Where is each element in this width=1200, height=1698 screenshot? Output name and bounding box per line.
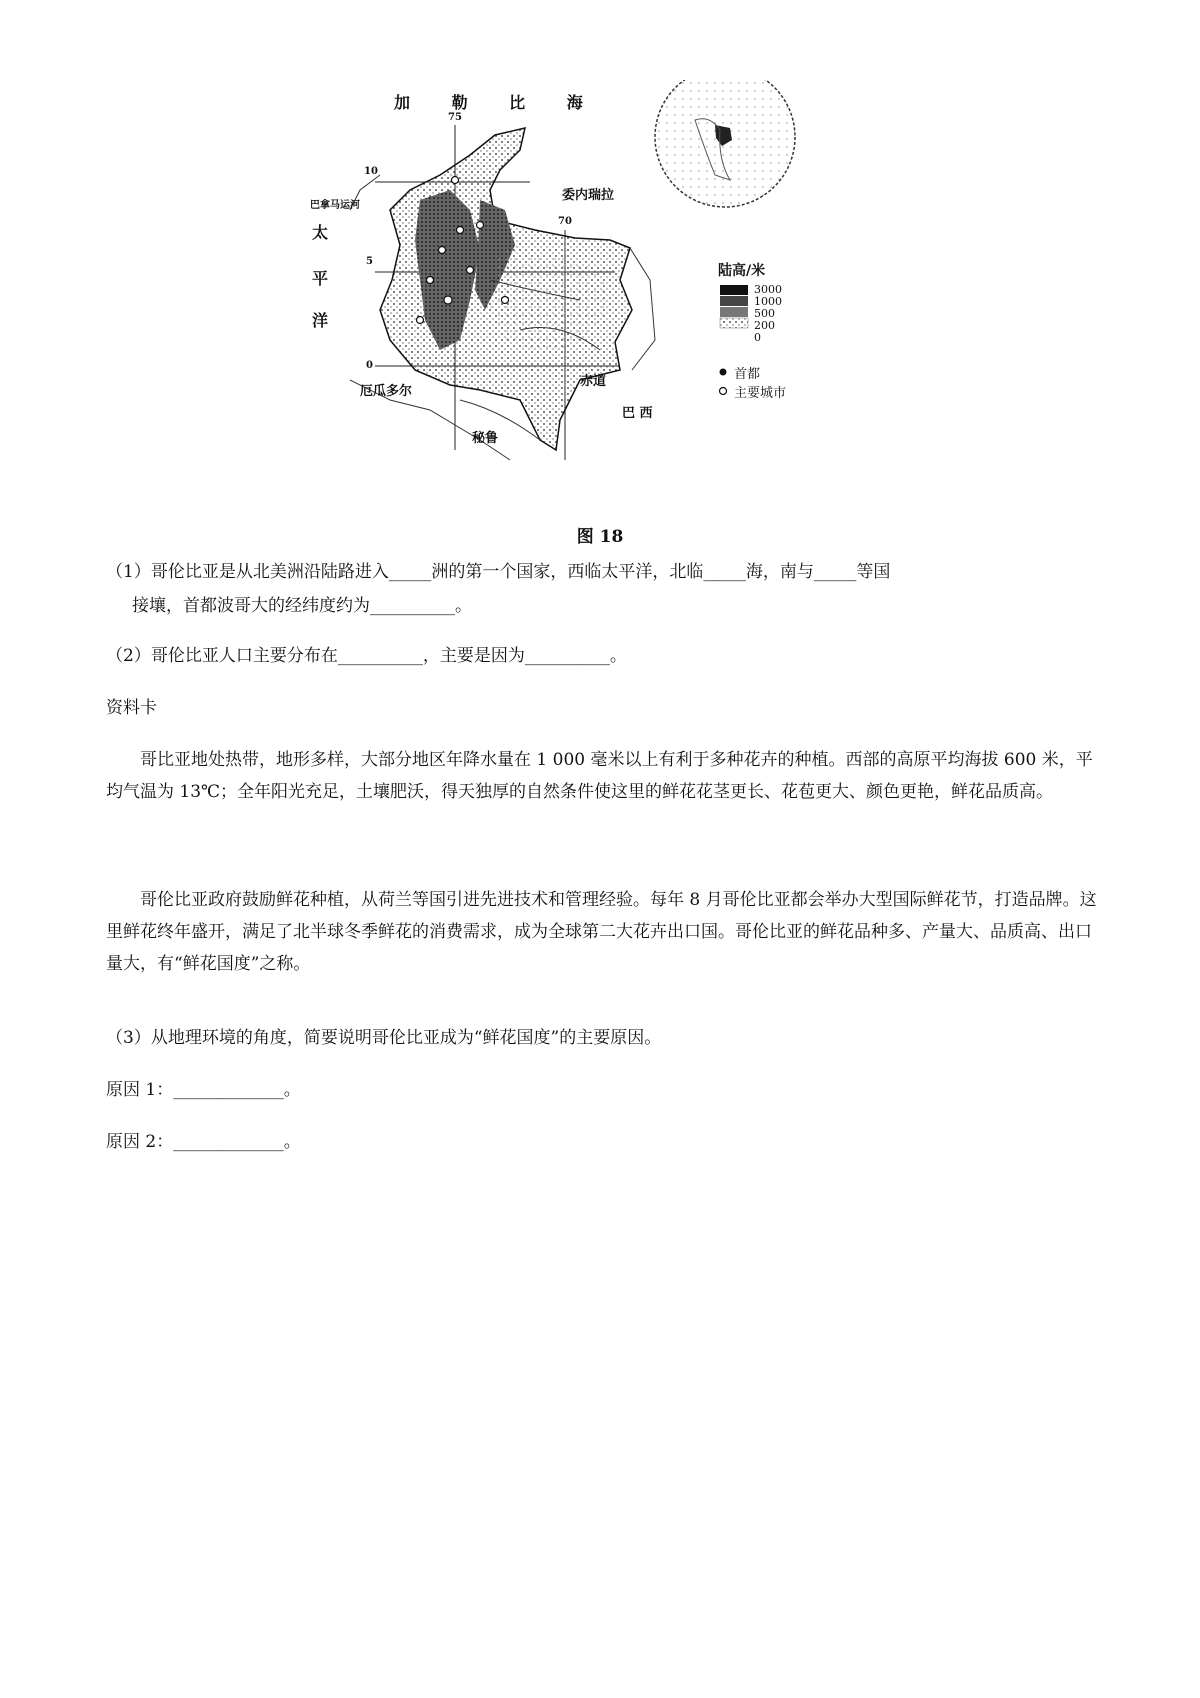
info-paragraph-1: 哥比亚地处热带，地形多样，大部分地区年降水量在 1 000 毫米以上有利于多种花卉的种植。西部的高原平均海拔 600 米，平均气温为 13℃；全年阳光充足，土壤肥沃，得天独厚的自然条件使这里的鲜花花茎更长、花苞更大、颜色更艳，鲜花品质高。	[106, 750, 1093, 802]
question-2: （2）哥伦比亚人口主要分布在__________，主要是因为__________。	[106, 646, 627, 666]
legend-value-3000: 3000	[754, 283, 782, 296]
globe-inset	[655, 80, 795, 207]
brazil-label: 巴 西	[622, 406, 653, 421]
reason-1-line: 原因 1：_____________。	[106, 1080, 301, 1100]
legend-value-200: 200	[754, 319, 775, 332]
lon-70-label: 70	[558, 216, 572, 227]
info-card-title: 资料卡	[106, 698, 157, 718]
question-1-line-2: 接壤，首都波哥大的经纬度约为__________。	[132, 596, 472, 616]
question-3: （3）从地理环境的角度，简要说明哥伦比亚成为“鲜花国度”的主要原因。	[106, 1028, 662, 1048]
legend-swatch-500	[720, 307, 748, 317]
legend-city-symbol	[720, 388, 727, 395]
figure-caption: 图 18	[576, 527, 624, 547]
legend-value-0: 0	[754, 331, 761, 344]
legend-capital-label: 首都	[734, 367, 761, 382]
capital-marker	[444, 296, 452, 304]
venezuela-label: 委内瑞拉	[562, 188, 615, 203]
legend-city-label: 主要城市	[734, 386, 787, 401]
legend-capital-symbol	[720, 369, 727, 376]
colombia-map	[320, 80, 880, 520]
info-paragraph-2: 哥伦比亚政府鼓励鲜花种植，从荷兰等国引进先进技术和管理经验。每年 8 月哥伦比亚都会举办大型国际鲜花节，打造品牌。这里鲜花终年盛开，满足了北半球冬季鲜花的消费需求，成为全球第二大花卉出口国。哥伦比亚的鲜花品种多、产量大、品质高、出口量大，有“鲜花国度”之称。	[106, 890, 1097, 974]
panama-canal-label: 巴拿马运河	[310, 200, 360, 211]
lat-10-label: 10	[364, 166, 378, 177]
colombia-shape	[380, 128, 632, 450]
equator-label: 赤道	[580, 374, 607, 389]
ecuador-label: 厄瓜多尔	[360, 384, 413, 399]
reason-2-line: 原因 2：_____________。	[106, 1132, 301, 1152]
pacific-label-1: 太	[312, 223, 329, 242]
legend-title: 陆高/米	[718, 263, 766, 279]
lon-75-label: 75	[448, 112, 462, 123]
legend-swatch-3000	[720, 285, 748, 295]
peru-label: 秘鲁	[472, 431, 499, 446]
question-1-line-1: （1）哥伦比亚是从北美洲沿陆路进入_____洲的第一个国家，西临太平洋，北临_____海，南与_____等国	[106, 562, 891, 582]
caribbean-sea-label: 加 勒 比 海	[394, 93, 601, 112]
lat-0-label: 0	[366, 360, 373, 371]
pacific-label-2: 平	[312, 269, 329, 288]
legend-swatch-1000	[720, 296, 748, 306]
colombia-map-figure	[310, 80, 880, 520]
legend-value-500: 500	[754, 307, 775, 320]
lat-5-label: 5	[366, 256, 373, 267]
legend-value-1000: 1000	[754, 295, 782, 308]
pacific-label-3: 洋	[312, 311, 329, 330]
legend-swatch-200	[720, 318, 748, 328]
